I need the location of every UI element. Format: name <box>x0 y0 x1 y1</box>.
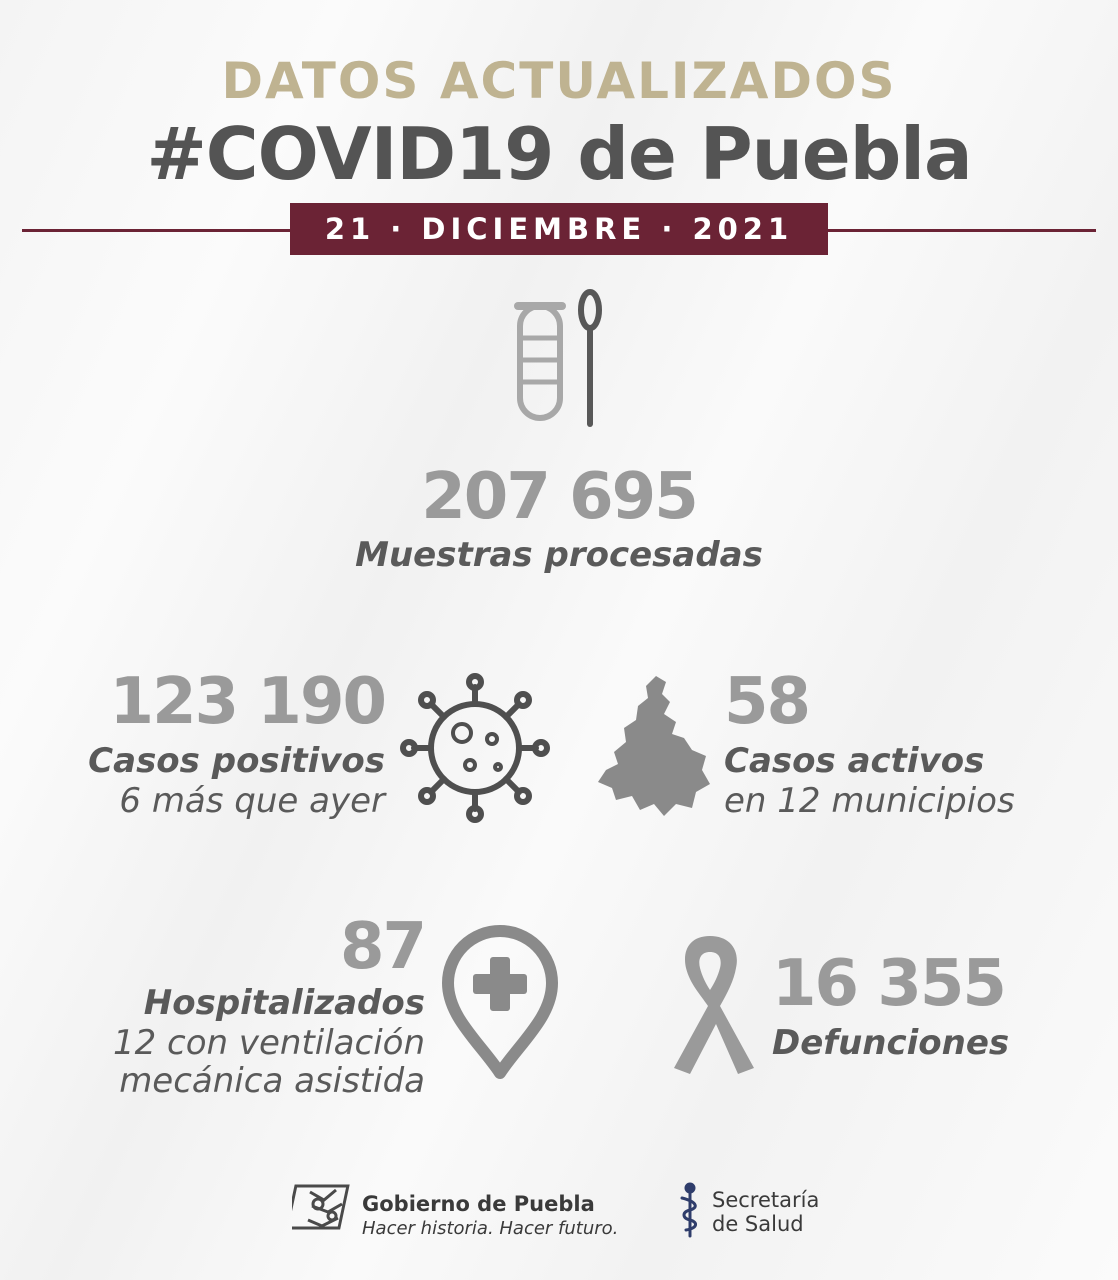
divider-left <box>22 229 290 232</box>
active-label: Casos activos <box>724 741 985 781</box>
date-badge: 21 · DICIEMBRE · 2021 <box>290 203 828 255</box>
virus-icon <box>400 673 550 823</box>
caduceus-icon <box>676 1182 704 1238</box>
divider-right <box>828 229 1096 232</box>
gov-name: Gobierno de Puebla <box>362 1192 595 1216</box>
mourning-ribbon-icon <box>660 928 760 1078</box>
active-sub: en 12 municipios <box>724 781 1015 821</box>
hospital-pin-icon <box>440 925 560 1080</box>
health-line2: de Salud <box>712 1212 804 1236</box>
deaths-label: Defunciones <box>772 1023 1010 1063</box>
samples-value: 207 695 <box>421 460 697 534</box>
hospital-label: Hospitalizados <box>143 983 425 1023</box>
hospital-value: 87 <box>339 910 425 984</box>
samples-label: Muestras procesadas <box>355 535 763 575</box>
page-title: #COVID19 de Puebla <box>146 112 972 196</box>
gobierno-puebla-logo <box>292 1176 358 1234</box>
active-value: 58 <box>724 665 810 739</box>
gov-slogan: Hacer historia. Hacer futuro. <box>362 1218 619 1239</box>
hospital-sub2: mecánica asistida <box>119 1061 425 1101</box>
header-kicker: DATOS ACTUALIZADOS <box>221 52 897 110</box>
health-line1: Secretaría <box>712 1188 820 1212</box>
deaths-value: 16 355 <box>772 947 1005 1021</box>
hospital-sub1: 12 con ventilación <box>112 1023 425 1063</box>
positives-sub: 6 más que ayer <box>119 781 385 821</box>
puebla-map-icon <box>596 672 712 820</box>
test-tube-swab-icon <box>510 288 610 428</box>
positives-label: Casos positivos <box>88 741 385 781</box>
positives-value: 123 190 <box>109 665 385 739</box>
